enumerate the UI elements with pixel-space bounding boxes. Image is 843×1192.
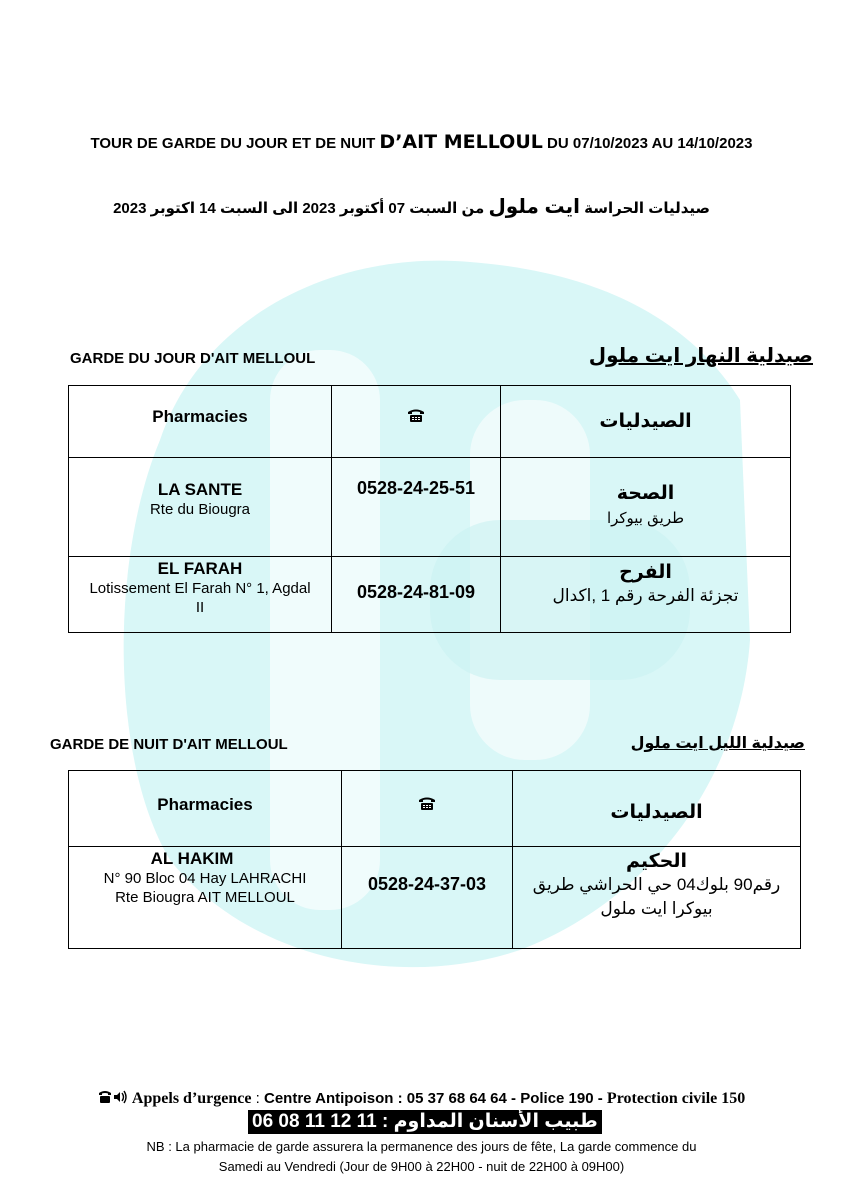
table-row — [69, 847, 801, 949]
col-header-pharmacies: Pharmacies — [157, 795, 253, 814]
phone-icon — [418, 796, 436, 811]
pharmacy-phone: 0528-24-25-51 — [356, 478, 476, 498]
dentist-on-duty: طبيب الأسنان المداوم : 11 12 11 08 06 — [248, 1110, 602, 1134]
urgence-label: Appels d’urgence — [131, 1090, 252, 1107]
day-pharmacies-table — [68, 385, 791, 633]
pharmacy-name-ar: الصحة — [616, 483, 675, 504]
pharmacy-name-fr: AL HAKIM — [150, 849, 234, 868]
pharmacy-name-fr: EL FARAH — [157, 559, 243, 578]
pharmacy-name-fr: LA SANTE — [157, 480, 243, 499]
pharmacy-name-ar: الحكيم — [625, 851, 688, 872]
note-line-1: NB : La pharmacie de garde assurera la permanence des jours de fête, La garde commence du — [146, 1139, 697, 1154]
pharmacy-address-fr: Lotissement El Farah N° 1, Agdal II — [89, 580, 311, 616]
title-fr-suffix: DU 07/10/2023 AU 14/10/2023 — [547, 135, 753, 152]
pharmacy-address-fr-line1: N° 90 Bloc 04 Hay LAHRACHI — [103, 870, 307, 887]
pharmacy-address-ar: طريق بيوكرا — [606, 510, 685, 527]
phone-icon — [98, 1090, 128, 1104]
pharmacy-address-fr-line2: Rte Biougra AIT MELLOUL — [115, 889, 295, 906]
pharmacy-phone: 0528-24-37-03 — [367, 874, 487, 894]
centre-antipoison: Centre Antipoison : 05 37 68 64 64 - Police 190 - — [264, 1090, 603, 1107]
pharmacy-name-ar: الفرح — [619, 562, 672, 583]
col-header-ar: الصيدليات — [610, 802, 703, 823]
title-ar-city: ايت ملول — [488, 196, 580, 218]
page-title-ar — [60, 196, 710, 220]
table-header-row — [69, 771, 801, 847]
phone-icon — [407, 408, 425, 423]
title-fr-prefix: TOUR DE GARDE DU JOUR ET DE NUIT — [90, 135, 376, 152]
day-section-title-fr: GARDE DU JOUR D'AIT MELLOUL — [70, 350, 316, 367]
title-ar-prefix: صيدليات الحراسة — [584, 200, 710, 217]
night-pharmacies-table — [68, 770, 801, 949]
note-line-2: Samedi au Vendredi (Jour de 9H00 à 22H00 - nuit de 22H00 à 09H00) — [218, 1159, 625, 1174]
night-section-title-ar: صيدلية الليل ايت ملول — [630, 735, 805, 752]
title-ar-suffix: من السبت 07 أكتوبر 2023 الى السبت 14 اكتوبر 2023 — [113, 200, 485, 217]
col-header-ar: الصيدليات — [599, 411, 692, 432]
pharmacy-address-fr: Rte du Biougra — [149, 501, 251, 518]
page-title-fr — [0, 131, 843, 153]
pharmacy-address-ar: تجزئة الفرحة رقم 1 ,اكدال — [552, 586, 739, 605]
night-section-title-fr: GARDE DE NUIT D'AIT MELLOUL — [50, 736, 288, 753]
note — [0, 1137, 843, 1177]
pharmacy-address-ar: رقم90 بلوك04 حي الحراشي طريق بيوكرا ايت ملول — [532, 875, 781, 918]
table-row — [69, 458, 791, 557]
table-row — [69, 557, 791, 633]
pharmacy-phone: 0528-24-81-09 — [356, 582, 476, 602]
table-header-row — [69, 386, 791, 458]
protection-civile: Protection civile 150 — [606, 1090, 746, 1107]
title-fr-city: D’AIT MELLOUL — [379, 131, 543, 153]
col-header-pharmacies: Pharmacies — [152, 407, 248, 426]
day-section-title-ar: صيدلية النهار ايت ملول — [588, 345, 813, 367]
emergency-line: Appels d’urgence : Centre Antipoison : 05 37 68 64 64 - Police 190 - Protection civile 150 — [0, 1090, 843, 1108]
